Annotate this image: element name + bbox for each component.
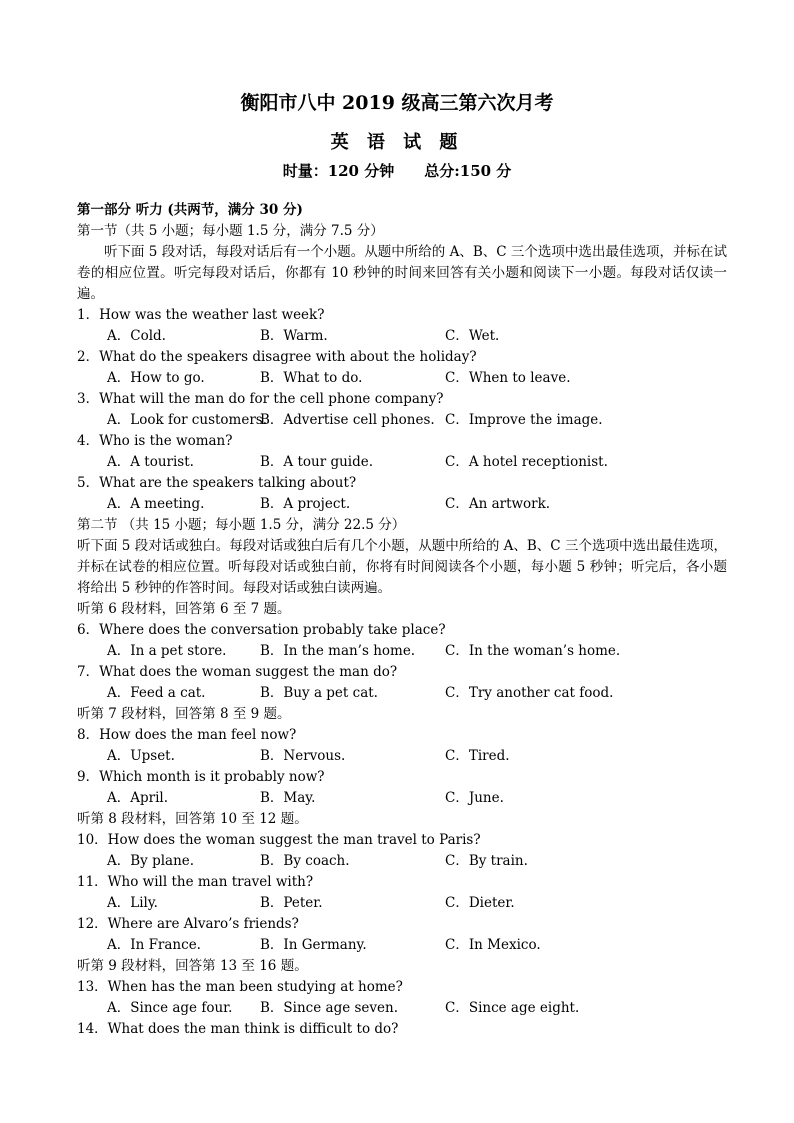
question-9: 9．Which month is it probably now?	[77, 769, 325, 785]
option-a[interactable]: A．By plane.	[107, 853, 195, 869]
options-row	[77, 683, 727, 704]
option-c[interactable]: C．By train.	[445, 853, 528, 869]
options-row	[77, 788, 727, 809]
option-c[interactable]: C．Improve the image.	[445, 412, 603, 428]
option-c[interactable]: C．Since age eight.	[445, 1000, 580, 1016]
option-a[interactable]: A．Lily.	[107, 895, 158, 911]
option-a[interactable]: A．In France.	[107, 937, 201, 953]
question-5: 5．What are the speakers talking about?	[77, 475, 357, 491]
option-b[interactable]: B．What to do.	[260, 370, 363, 386]
option-b[interactable]: B．In Germany.	[260, 937, 367, 953]
school-title: 衡阳市八中 2019 级高三第六次月考	[240, 92, 554, 114]
option-b[interactable]: B．Buy a pet cat.	[260, 685, 378, 701]
options-row	[77, 452, 727, 473]
part1-heading: 第一部分 听力 (共两节，满分 30 分)	[77, 202, 303, 218]
options-row	[77, 893, 727, 914]
option-a[interactable]: A．Since age four.	[107, 1000, 233, 1016]
question-1: 1．How was the weather last week?	[77, 307, 325, 323]
option-c[interactable]: C．A hotel receptionist.	[445, 454, 608, 470]
option-a[interactable]: A．In a pet store.	[107, 643, 227, 659]
option-b[interactable]: B．May.	[260, 790, 316, 806]
question-12: 12．Where are Alvaro’s friends?	[77, 916, 299, 932]
option-b[interactable]: B．A tour guide.	[260, 454, 374, 470]
options-row	[77, 935, 727, 956]
question-2: 2．What do the speakers disagree with about the holiday?	[77, 349, 477, 365]
material-9-note: 听第 9 段材料，回答第 13 至 16 题。	[77, 958, 308, 974]
question-11: 11．Who will the man travel with?	[77, 874, 314, 890]
exam-info	[0, 160, 794, 181]
question-8: 8．How does the man feel now?	[77, 727, 297, 743]
options-row	[77, 851, 727, 872]
questions-6-7	[77, 620, 727, 704]
option-b[interactable]: B．Nervous.	[260, 748, 346, 764]
material-7-note: 听第 7 段材料，回答第 8 至 9 题。	[77, 706, 291, 722]
question-4: 4．Who is the woman?	[77, 433, 233, 449]
questions-8-9	[77, 725, 727, 809]
question-14: 14．What does the man think is difficult to do?	[77, 1021, 399, 1037]
option-a[interactable]: A．How to go.	[107, 370, 205, 386]
option-c[interactable]: C．Tired.	[445, 748, 510, 764]
question-10: 10．How does the woman suggest the man travel to Paris?	[77, 832, 481, 848]
questions-1-5	[77, 305, 727, 515]
option-b[interactable]: B．A project.	[260, 496, 351, 512]
option-c[interactable]: C．In Mexico.	[445, 937, 541, 953]
question-3: 3．What will the man do for the cell phone company?	[77, 391, 444, 407]
option-c[interactable]: C．June.	[445, 790, 504, 806]
question-7: 7．What does the woman suggest the man do?	[77, 664, 398, 680]
options-row	[77, 326, 727, 347]
option-b[interactable]: B．Warm.	[260, 328, 328, 344]
option-c[interactable]: C．Wet.	[445, 328, 500, 344]
section1-instructions: 听下面 5 段对话，每段对话后有一个小题。从题中所给的 A、B、C 三个选项中选出最佳选项，并标在试卷的相应位置。听完每段对话后，你都有 10 秒钟的时间来回答有关小题和阅读下一小题。每段对话仅读一遍。	[77, 244, 727, 302]
option-c[interactable]: C．Try another cat food.	[445, 685, 614, 701]
time-limit: 时量：120 分钟	[282, 162, 395, 180]
option-c[interactable]: C．When to leave.	[445, 370, 571, 386]
option-b[interactable]: B．Peter.	[260, 895, 323, 911]
material-8-note: 听第 8 段材料，回答第 10 至 12 题。	[77, 811, 308, 827]
question-6: 6．Where does the conversation probably take place?	[77, 622, 446, 638]
question-13: 13．When has the man been studying at home?	[77, 979, 403, 995]
options-row	[77, 368, 727, 389]
questions-10-12	[77, 830, 727, 956]
option-c[interactable]: C．An artwork.	[445, 496, 551, 512]
exam-content	[77, 200, 727, 1040]
section2-heading: 第二节 （共 15 小题；每小题 1.5 分，满分 22.5 分）	[77, 517, 406, 533]
options-row	[77, 998, 727, 1019]
option-a[interactable]: A．Upset.	[107, 748, 175, 764]
option-b[interactable]: B．Since age seven.	[260, 1000, 399, 1016]
options-row	[77, 494, 727, 515]
options-row	[77, 410, 727, 431]
option-b[interactable]: B．By coach.	[260, 853, 350, 869]
option-a[interactable]: A．Cold.	[107, 328, 166, 344]
option-a[interactable]: A．Look for customers.	[107, 412, 268, 428]
options-row	[77, 641, 727, 662]
questions-13	[77, 977, 727, 1019]
option-a[interactable]: A．April.	[107, 790, 169, 806]
section1-heading: 第一节（共 5 小题；每小题 1.5 分，满分 7.5 分）	[77, 223, 384, 239]
option-c[interactable]: C．In the woman’s home.	[445, 643, 621, 659]
total-score: 总分:150 分	[424, 162, 512, 180]
option-a[interactable]: A．Feed a cat.	[107, 685, 206, 701]
subject-title: 英 语 试 题	[330, 132, 464, 153]
option-b[interactable]: B．Advertise cell phones.	[260, 412, 435, 428]
option-a[interactable]: A．A tourist.	[107, 454, 194, 470]
option-b[interactable]: B．In the man’s home.	[260, 643, 416, 659]
option-a[interactable]: A．A meeting.	[107, 496, 205, 512]
section2-instructions: 听下面 5 段对话或独白。每段对话或独白后有几个小题，从题中所给的 A、B、C 三个选项中选出最佳选项，并标在试卷的相应位置。听每段对话或独白前，你将有时间阅读各个小题，每小题 5 秒钟；听完后，各小题将给出 5 秒钟的作答时间。每段对话或独白读两遍。	[77, 538, 727, 596]
options-row	[77, 746, 727, 767]
option-c[interactable]: C．Dieter.	[445, 895, 515, 911]
material-6-note: 听第 6 段材料，回答第 6 至 7 题。	[77, 601, 291, 617]
